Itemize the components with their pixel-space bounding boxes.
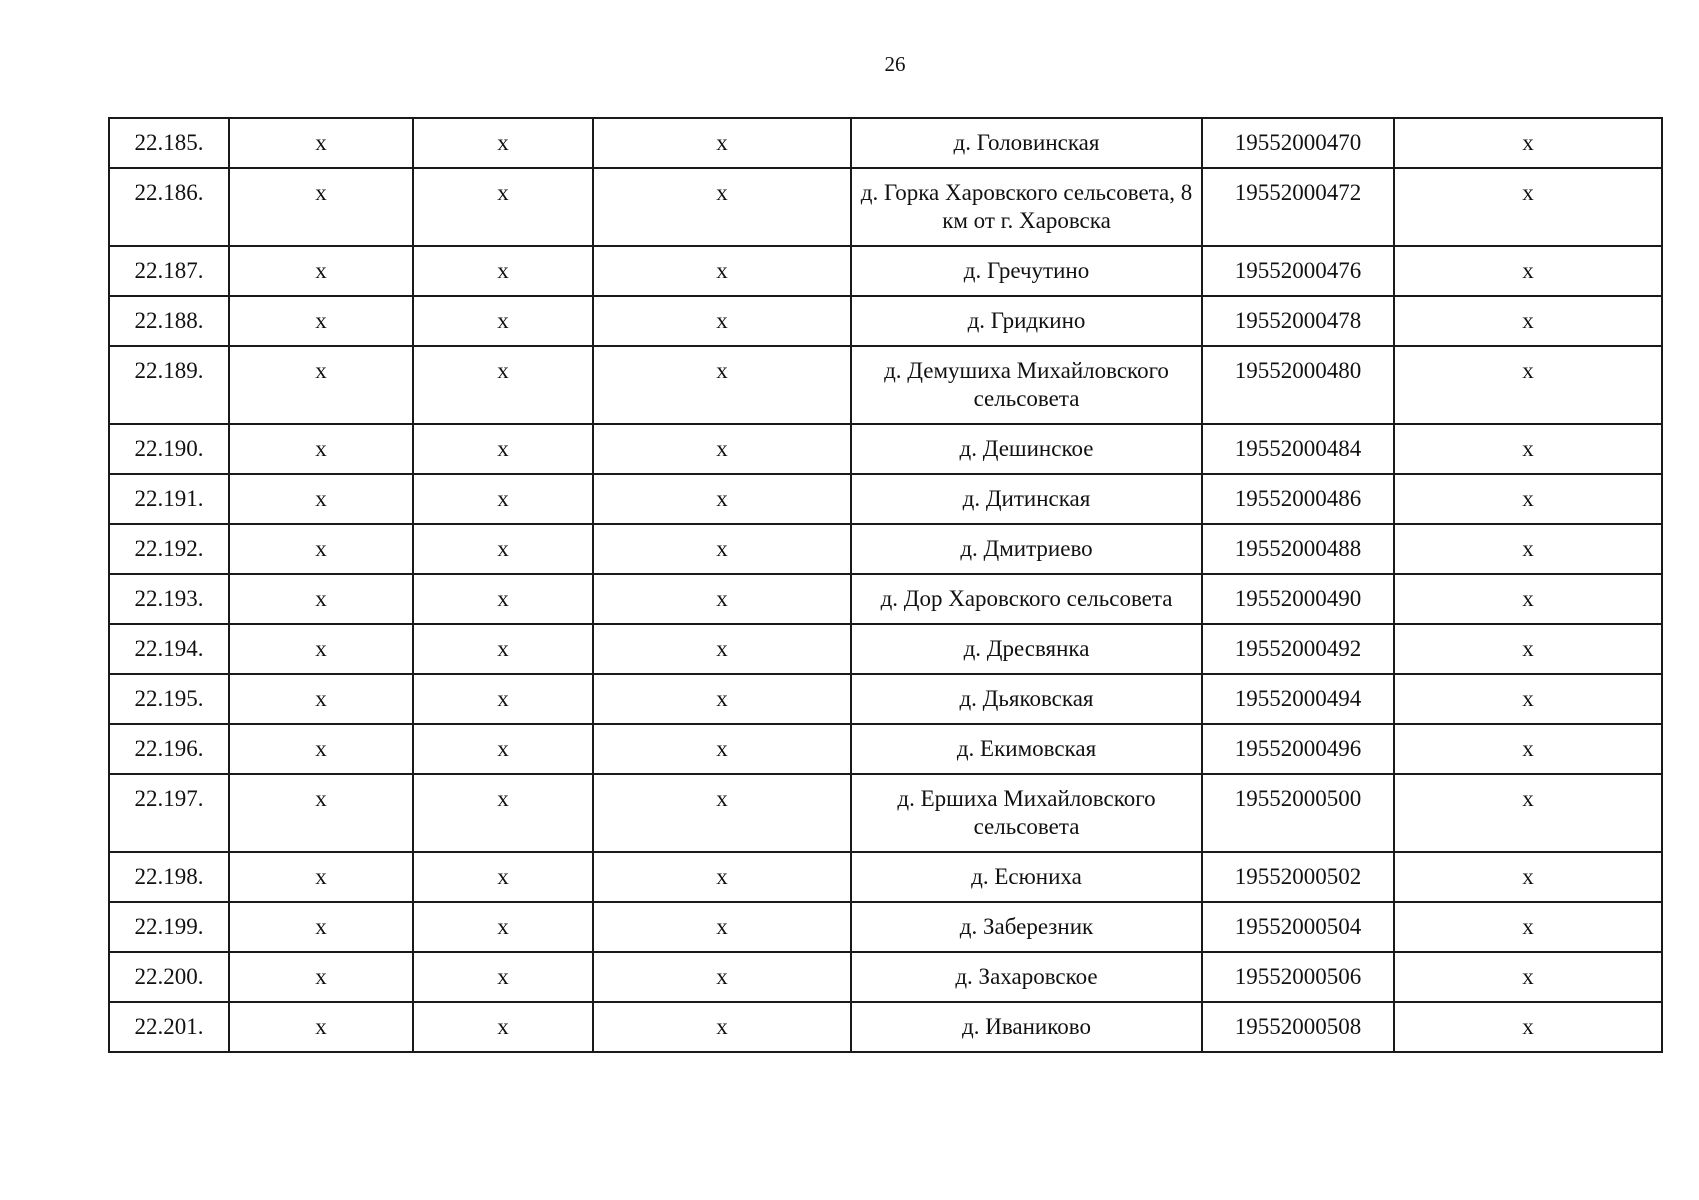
settlement-name-cell: д. Головинская	[851, 118, 1202, 168]
oktmo-code-cell: 19552000484	[1202, 424, 1394, 474]
table-row	[109, 246, 1662, 296]
settlement-name-cell: д. Дитинская	[851, 474, 1202, 524]
x-mark-cell: х	[593, 724, 851, 774]
settlement-name-cell: д. Гридкино	[851, 296, 1202, 346]
oktmo-code-cell: 19552000504	[1202, 902, 1394, 952]
row-number-cell: 22.198.	[109, 852, 229, 902]
x-mark-cell: х	[593, 118, 851, 168]
table-body	[109, 118, 1662, 1052]
x-mark-cell: х	[229, 724, 413, 774]
x-mark-cell: х	[1394, 852, 1662, 902]
settlement-name-cell: д. Есюниха	[851, 852, 1202, 902]
table-row	[109, 168, 1662, 246]
x-mark-cell: х	[413, 902, 593, 952]
row-number-cell: 22.194.	[109, 624, 229, 674]
oktmo-code-cell: 19552000508	[1202, 1002, 1394, 1052]
x-mark-cell: х	[1394, 952, 1662, 1002]
table-row	[109, 852, 1662, 902]
x-mark-cell: х	[1394, 902, 1662, 952]
x-mark-cell: х	[413, 524, 593, 574]
x-mark-cell: х	[229, 246, 413, 296]
oktmo-code-cell: 19552000502	[1202, 852, 1394, 902]
x-mark-cell: х	[229, 902, 413, 952]
x-mark-cell: х	[593, 168, 851, 246]
page-number: 26	[884, 52, 906, 76]
x-mark-cell: х	[413, 296, 593, 346]
x-mark-cell: х	[1394, 346, 1662, 424]
row-number-cell: 22.191.	[109, 474, 229, 524]
settlement-name-cell: д. Дор Харовского сельсовета	[851, 574, 1202, 624]
x-mark-cell: х	[593, 296, 851, 346]
settlement-name-cell: д. Ершиха Михайловского сельсовета	[851, 774, 1202, 852]
x-mark-cell: х	[1394, 524, 1662, 574]
settlement-name-cell: д. Дьяковская	[851, 674, 1202, 724]
x-mark-cell: х	[413, 118, 593, 168]
x-mark-cell: х	[413, 168, 593, 246]
oktmo-code-cell: 19552000470	[1202, 118, 1394, 168]
table-row	[109, 624, 1662, 674]
x-mark-cell: х	[413, 474, 593, 524]
table-row	[109, 296, 1662, 346]
oktmo-code-cell: 19552000500	[1202, 774, 1394, 852]
x-mark-cell: х	[229, 168, 413, 246]
table-row	[109, 424, 1662, 474]
x-mark-cell: х	[413, 424, 593, 474]
x-mark-cell: х	[229, 296, 413, 346]
x-mark-cell: х	[593, 1002, 851, 1052]
x-mark-cell: х	[413, 952, 593, 1002]
oktmo-code-cell: 19552000490	[1202, 574, 1394, 624]
row-number-cell: 22.196.	[109, 724, 229, 774]
row-number-cell: 22.190.	[109, 424, 229, 474]
x-mark-cell: х	[1394, 574, 1662, 624]
oktmo-code-cell: 19552000480	[1202, 346, 1394, 424]
x-mark-cell: х	[593, 524, 851, 574]
x-mark-cell: х	[229, 774, 413, 852]
x-mark-cell: х	[413, 574, 593, 624]
table-row	[109, 524, 1662, 574]
x-mark-cell: х	[593, 674, 851, 724]
x-mark-cell: х	[1394, 674, 1662, 724]
x-mark-cell: х	[229, 474, 413, 524]
x-mark-cell: х	[593, 346, 851, 424]
row-number-cell: 22.195.	[109, 674, 229, 724]
settlement-name-cell: д. Иваниково	[851, 1002, 1202, 1052]
table-row	[109, 902, 1662, 952]
x-mark-cell: х	[229, 118, 413, 168]
oktmo-code-cell: 19552000496	[1202, 724, 1394, 774]
table-row	[109, 346, 1662, 424]
row-number-cell: 22.189.	[109, 346, 229, 424]
oktmo-code-cell: 19552000472	[1202, 168, 1394, 246]
x-mark-cell: х	[413, 774, 593, 852]
table-row	[109, 474, 1662, 524]
x-mark-cell: х	[1394, 724, 1662, 774]
x-mark-cell: х	[1394, 296, 1662, 346]
oktmo-code-cell: 19552000478	[1202, 296, 1394, 346]
settlement-name-cell: д. Екимовская	[851, 724, 1202, 774]
oktmo-code-cell: 19552000488	[1202, 524, 1394, 574]
x-mark-cell: х	[229, 346, 413, 424]
x-mark-cell: х	[1394, 168, 1662, 246]
settlement-name-cell: д. Дмитриево	[851, 524, 1202, 574]
x-mark-cell: х	[229, 952, 413, 1002]
table-row	[109, 774, 1662, 852]
x-mark-cell: х	[1394, 1002, 1662, 1052]
settlement-name-cell: д. Горка Харовского сельсовета, 8 км от г. Харовска	[851, 168, 1202, 246]
x-mark-cell: х	[229, 1002, 413, 1052]
settlement-name-cell: д. Захаровское	[851, 952, 1202, 1002]
x-mark-cell: х	[229, 624, 413, 674]
settlement-name-cell: д. Демушиха Михайловского сельсовета	[851, 346, 1202, 424]
x-mark-cell: х	[593, 424, 851, 474]
x-mark-cell: х	[413, 674, 593, 724]
x-mark-cell: х	[229, 524, 413, 574]
settlements-table	[108, 117, 1663, 1053]
x-mark-cell: х	[229, 574, 413, 624]
x-mark-cell: х	[229, 852, 413, 902]
row-number-cell: 22.193.	[109, 574, 229, 624]
x-mark-cell: х	[229, 424, 413, 474]
x-mark-cell: х	[593, 474, 851, 524]
x-mark-cell: х	[413, 852, 593, 902]
settlement-name-cell: д. Дресвянка	[851, 624, 1202, 674]
row-number-cell: 22.185.	[109, 118, 229, 168]
row-number-cell: 22.187.	[109, 246, 229, 296]
x-mark-cell: х	[1394, 624, 1662, 674]
table-row	[109, 674, 1662, 724]
oktmo-code-cell: 19552000506	[1202, 952, 1394, 1002]
table-row	[109, 574, 1662, 624]
x-mark-cell: х	[593, 574, 851, 624]
x-mark-cell: х	[593, 852, 851, 902]
x-mark-cell: х	[413, 346, 593, 424]
table-row	[109, 952, 1662, 1002]
x-mark-cell: х	[1394, 474, 1662, 524]
x-mark-cell: х	[1394, 424, 1662, 474]
table-row	[109, 724, 1662, 774]
x-mark-cell: х	[593, 246, 851, 296]
row-number-cell: 22.192.	[109, 524, 229, 574]
x-mark-cell: х	[413, 1002, 593, 1052]
row-number-cell: 22.188.	[109, 296, 229, 346]
oktmo-code-cell: 19552000494	[1202, 674, 1394, 724]
table-row	[109, 118, 1662, 168]
row-number-cell: 22.200.	[109, 952, 229, 1002]
settlement-name-cell: д. Дешинское	[851, 424, 1202, 474]
oktmo-code-cell: 19552000486	[1202, 474, 1394, 524]
table-row	[109, 1002, 1662, 1052]
x-mark-cell: х	[593, 624, 851, 674]
x-mark-cell: х	[1394, 118, 1662, 168]
x-mark-cell: х	[593, 952, 851, 1002]
settlement-name-cell: д. Заберезник	[851, 902, 1202, 952]
oktmo-code-cell: 19552000476	[1202, 246, 1394, 296]
settlement-name-cell: д. Гречутино	[851, 246, 1202, 296]
x-mark-cell: х	[229, 674, 413, 724]
x-mark-cell: х	[1394, 774, 1662, 852]
row-number-cell: 22.199.	[109, 902, 229, 952]
row-number-cell: 22.186.	[109, 168, 229, 246]
x-mark-cell: х	[593, 902, 851, 952]
oktmo-code-cell: 19552000492	[1202, 624, 1394, 674]
x-mark-cell: х	[413, 624, 593, 674]
x-mark-cell: х	[593, 774, 851, 852]
x-mark-cell: х	[413, 246, 593, 296]
x-mark-cell: х	[413, 724, 593, 774]
row-number-cell: 22.201.	[109, 1002, 229, 1052]
row-number-cell: 22.197.	[109, 774, 229, 852]
x-mark-cell: х	[1394, 246, 1662, 296]
